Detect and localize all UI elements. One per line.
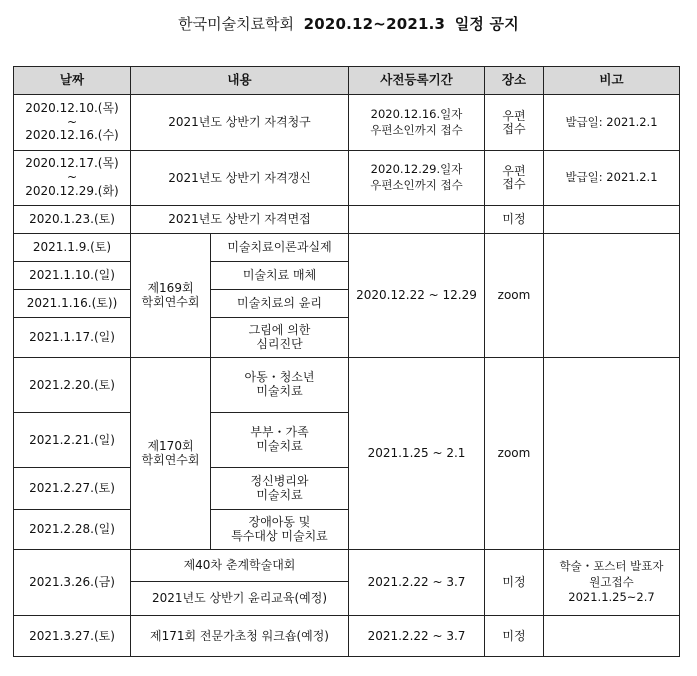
table-row xyxy=(14,95,680,151)
date-cell: 2021.2.28.(일) xyxy=(14,510,131,550)
note-line: 학술・포스터 발표자 xyxy=(559,559,664,574)
header-content: 내용 xyxy=(131,67,349,95)
registration-cell xyxy=(349,206,485,234)
place-cell: 미정 xyxy=(485,616,544,657)
topic-cell: 미술치료 매체 xyxy=(211,262,349,290)
topic-cell: 아동・청소년 미술치료 xyxy=(211,358,349,413)
date-tilde: ~ xyxy=(66,170,78,185)
session-cell: 제169회 학회연수회 xyxy=(131,234,211,358)
header-registration: 사전등록기간 xyxy=(349,67,485,95)
note-line: 2021.1.25~2.7 xyxy=(568,590,655,605)
date-cell: 2021.2.27.(토) xyxy=(14,468,131,510)
place-cell: 우편 접수 xyxy=(485,151,544,206)
date-cell: 2021.1.10.(일) xyxy=(14,262,131,290)
topic-cell: 미술치료의 윤리 xyxy=(211,290,349,318)
note-line: 원고접수 xyxy=(589,574,634,589)
header-date: 날짜 xyxy=(14,67,131,95)
place-cell: zoom xyxy=(485,234,544,358)
content-cell: 2021년도 상반기 자격갱신 xyxy=(131,151,349,206)
date-to: 2020.12.29.(화) xyxy=(25,183,119,198)
table-row xyxy=(14,616,680,657)
content-cell: 2021년도 상반기 자격청구 xyxy=(131,95,349,151)
title-label: 일정 공지 xyxy=(454,15,519,33)
header-place: 장소 xyxy=(485,67,544,95)
date-from: 2020.12.17.(목) xyxy=(25,156,119,171)
date-cell: 2021.2.21.(일) xyxy=(14,413,131,468)
note-cell xyxy=(544,206,680,234)
title-org: 한국미술치료학회 xyxy=(178,15,295,33)
header-row xyxy=(14,67,680,95)
table-row xyxy=(14,206,680,234)
header-note: 비고 xyxy=(544,67,680,95)
topic-cell: 정신병리와 미술치료 xyxy=(211,468,349,510)
table-row xyxy=(14,550,680,582)
date-cell: 2021.3.26.(금) xyxy=(14,550,131,616)
date-cell xyxy=(14,95,131,151)
registration-line: 우편소인까지 접수 xyxy=(370,122,463,137)
title-period: 2020.12~2021.3 xyxy=(303,15,446,33)
registration-cell: 2020.12.22 ~ 12.29 xyxy=(349,234,485,358)
topic-cell: 그림에 의한 심리진단 xyxy=(211,318,349,358)
topic-cell: 장애아동 및 특수대상 미술치료 xyxy=(211,510,349,550)
date-to: 2020.12.16.(수) xyxy=(25,128,119,143)
place-cell: 우편 접수 xyxy=(485,95,544,151)
note-cell xyxy=(544,550,680,616)
date-cell: 2021.1.16.(토)) xyxy=(14,290,131,318)
date-cell: 2021.1.9.(토) xyxy=(14,234,131,262)
date-cell xyxy=(14,151,131,206)
registration-cell: 2021.2.22 ~ 3.7 xyxy=(349,550,485,616)
topic-cell: 부부・가족 미술치료 xyxy=(211,413,349,468)
registration-cell: 2021.2.22 ~ 3.7 xyxy=(349,616,485,657)
registration-cell: 2021.1.25 ~ 2.1 xyxy=(349,358,485,550)
date-cell: 2020.1.23.(토) xyxy=(14,206,131,234)
content-cell: 제40차 춘계학술대회 xyxy=(131,550,349,582)
note-cell xyxy=(544,358,680,550)
note-cell: 발급일: 2021.2.1 xyxy=(544,95,680,151)
session-cell: 제170회 학회연수회 xyxy=(131,358,211,550)
note-cell xyxy=(544,616,680,657)
note-cell xyxy=(544,234,680,358)
date-cell: 2021.3.27.(토) xyxy=(14,616,131,657)
date-tilde: ~ xyxy=(66,114,78,129)
date-cell: 2021.1.17.(일) xyxy=(14,318,131,358)
topic-cell: 미술치료이론과실제 xyxy=(211,234,349,262)
registration-line: 우편소인까지 접수 xyxy=(370,178,463,192)
table-row xyxy=(14,358,680,413)
content-cell: 2021년도 상반기 자격면접 xyxy=(131,206,349,234)
page-title xyxy=(0,13,697,34)
registration-line: 2020.12.16.일자 xyxy=(370,106,463,121)
content-cell: 제171회 전문가초청 워크숍(예정) xyxy=(131,616,349,657)
registration-cell xyxy=(349,95,485,151)
place-cell: 미정 xyxy=(485,550,544,616)
schedule-table xyxy=(13,66,680,657)
table-row xyxy=(14,151,680,206)
table-row xyxy=(14,234,680,262)
content-cell: 2021년도 상반기 윤리교육(예정) xyxy=(131,582,349,616)
place-cell: 미정 xyxy=(485,206,544,234)
date-from: 2020.12.10.(목) xyxy=(25,100,119,115)
registration-line: 2020.12.29.일자 xyxy=(370,162,463,177)
registration-cell xyxy=(349,151,485,206)
note-cell: 발급일: 2021.2.1 xyxy=(544,151,680,206)
place-cell: zoom xyxy=(485,358,544,550)
date-cell: 2021.2.20.(토) xyxy=(14,358,131,413)
